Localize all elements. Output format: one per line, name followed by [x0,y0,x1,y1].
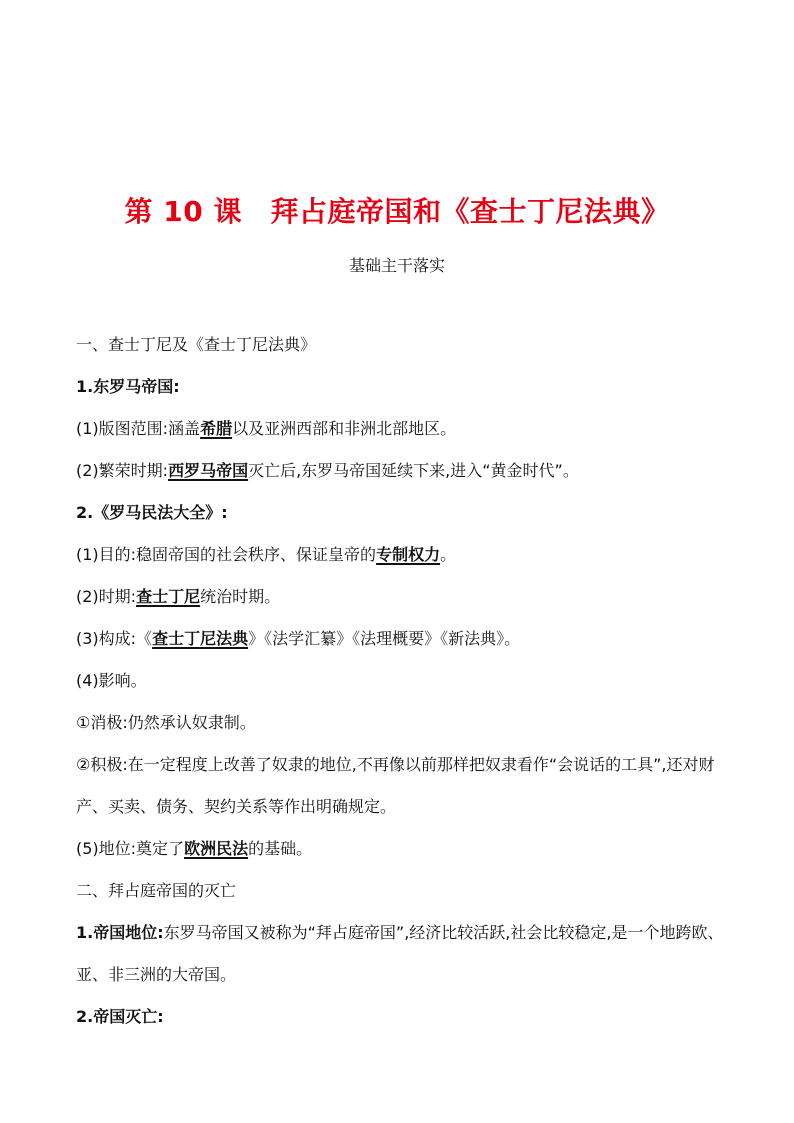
lesson-title: 第 10 课 拜占庭帝国和《查士丁尼法典》 [124,195,670,228]
item-empire-fall: 2.帝国灭亡: [76,1007,164,1026]
label: 1.帝国地位: [76,923,164,942]
key-term: 查士丁尼法典 [152,629,249,648]
text: 以及亚洲西部和非洲北部地区。 [232,419,457,438]
item-period [76,583,736,611]
text: 灭亡后,东罗马帝国延续下来,进入“黄金时代”。 [248,461,579,480]
item-influence: (4)影响。 [76,671,147,690]
key-term: 查士丁尼 [136,587,201,606]
section-subtitle: 基础主干落实 [348,256,445,275]
item-purpose [76,541,736,569]
text: (1)版图范围:涵盖 [76,419,201,438]
text: (3)构成:《 [76,629,153,648]
lesson-content [76,331,736,1045]
text: 》《法学汇纂》《法理概要》《新法典》。 [248,629,521,648]
key-term: 希腊 [200,419,233,438]
text: 东罗马帝国又被称为“拜占庭帝国”,经济比较活跃,社会比较稳定,是一个地跨欧、亚、非三洲的大帝国。 [76,923,724,984]
key-term: 欧洲民法 [184,839,249,858]
subheading-east-rome: 1.东罗马帝国: [76,377,180,396]
heading-section-1: 一、查士丁尼及《查士丁尼法典》 [76,335,317,354]
item-status [76,835,736,863]
item-composition [76,625,736,653]
item-territory [76,415,736,443]
item-prosperity [76,457,736,485]
text: (2)繁荣时期: [76,461,169,480]
item-positive: ②积极:在一定程度上改善了奴隶的地位,不再像以前那样把奴隶看作“会说话的工具”,还对财产、买卖、债务、契约关系等作出明确规定。 [76,755,715,816]
key-term: 专制权力 [376,545,441,564]
heading-section-2: 二、拜占庭帝国的灭亡 [76,881,237,900]
text: 。 [440,545,457,564]
item-empire-status [76,912,736,996]
item-negative: ①消极:仍然承认奴隶制。 [76,713,256,732]
text: (1)目的:稳固帝国的社会秩序、保证皇帝的 [76,545,377,564]
text: (5)地位:奠定了 [76,839,185,858]
text: 的基础。 [248,839,313,858]
text: 统治时期。 [200,587,281,606]
text: (2)时期: [76,587,137,606]
subheading-civil-law: 2.《罗马民法大全》: [76,503,228,522]
key-term: 西罗马帝国 [168,461,249,480]
